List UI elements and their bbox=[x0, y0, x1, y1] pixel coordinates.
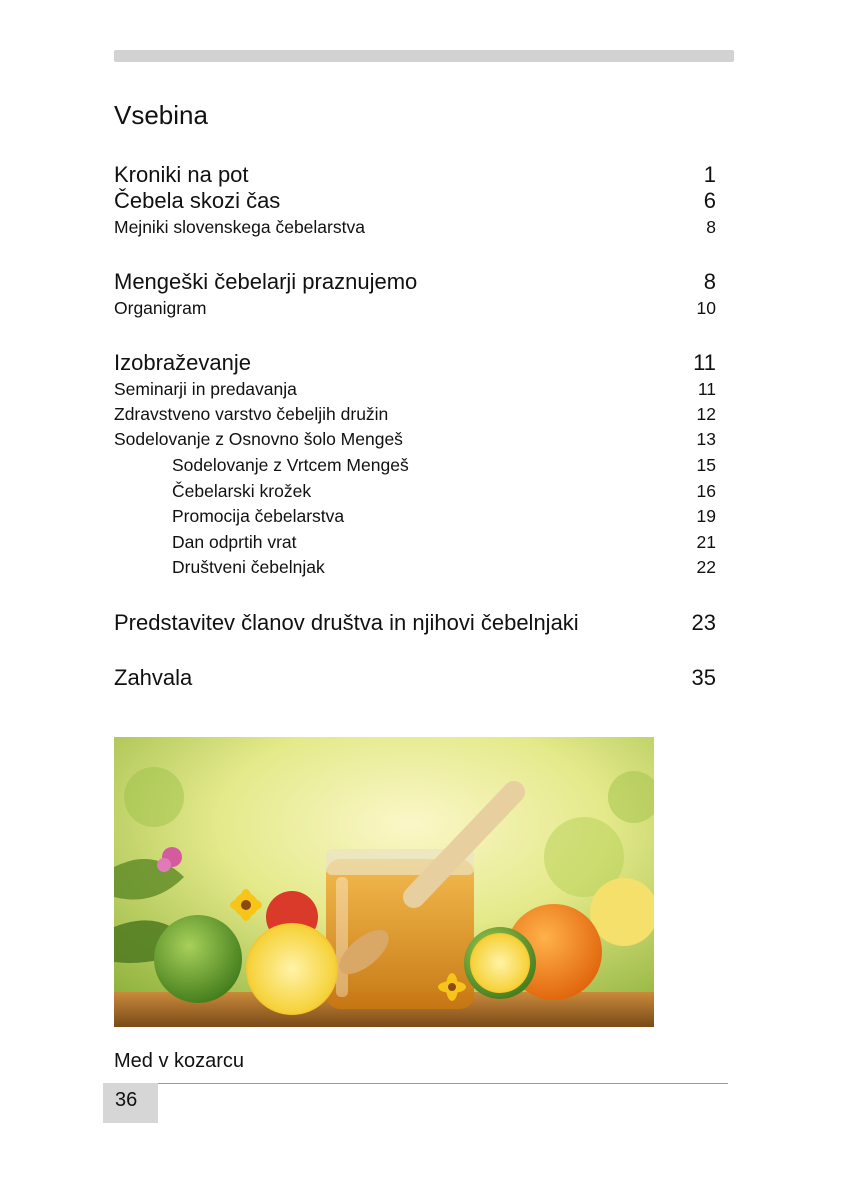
toc-entry-label: Organigram bbox=[114, 298, 207, 318]
toc-entry-page: 19 bbox=[696, 506, 716, 526]
toc-entry bbox=[172, 481, 716, 502]
toc-entry-label: Kroniki na pot bbox=[114, 162, 249, 187]
toc-entry-label: Mengeški čebelarji praznujemo bbox=[114, 269, 418, 294]
toc-entry-page: 11 bbox=[693, 350, 716, 375]
photo-caption: Med v kozarcu bbox=[114, 1050, 245, 1072]
toc-entry-label: Zdravstveno varstvo čebeljih družin bbox=[114, 404, 389, 424]
toc-entry-page: 11 bbox=[697, 379, 716, 399]
toc-entry bbox=[114, 350, 716, 376]
toc-entry-page: 13 bbox=[696, 429, 716, 449]
toc-entry-label: Predstavitev članov društva in njihovi čebelnjaki bbox=[114, 610, 579, 635]
toc-entry-page: 1 bbox=[703, 162, 716, 187]
toc-entry bbox=[172, 506, 716, 527]
toc-entry-label: Sodelovanje z Vrtcem Mengeš bbox=[172, 455, 409, 475]
page-title: Vsebina bbox=[114, 100, 208, 130]
toc-entry-label: Društveni čebelnjak bbox=[172, 557, 325, 577]
toc-entry bbox=[114, 269, 716, 295]
footer-rule bbox=[114, 1083, 728, 1084]
page-number: 36 bbox=[115, 1089, 138, 1111]
toc-entry-page: 12 bbox=[696, 404, 716, 424]
toc-entry bbox=[114, 298, 716, 319]
toc-entry-page: 8 bbox=[703, 269, 716, 294]
toc-entry bbox=[172, 532, 716, 553]
toc-entry bbox=[114, 404, 716, 425]
toc-entry bbox=[114, 188, 716, 214]
toc-entry-label: Promocija čebelarstva bbox=[172, 506, 345, 526]
header-bar bbox=[114, 50, 734, 62]
toc-entry bbox=[114, 162, 716, 188]
toc-entry bbox=[114, 429, 716, 450]
toc-entry-page: 16 bbox=[696, 481, 716, 501]
toc-entry-page: 8 bbox=[706, 217, 716, 237]
toc-entry-page: 22 bbox=[696, 557, 716, 577]
toc-entry bbox=[114, 217, 716, 238]
toc-entry-label: Izobraževanje bbox=[114, 350, 251, 375]
toc-entry bbox=[114, 665, 716, 691]
toc-entry-label: Sodelovanje z Osnovno šolo Mengeš bbox=[114, 429, 403, 449]
toc-entry-page: 21 bbox=[696, 532, 716, 552]
toc-entry-page: 23 bbox=[691, 610, 716, 635]
toc-entry-page: 10 bbox=[696, 298, 716, 318]
toc-entry-page: 35 bbox=[691, 665, 716, 690]
toc-entry-label: Seminarji in predavanja bbox=[114, 379, 297, 399]
toc-entry-label: Čebelarski krožek bbox=[172, 481, 312, 501]
toc-entry-label: Zahvala bbox=[114, 665, 193, 690]
toc-entry bbox=[172, 557, 716, 578]
toc-entry-page: 15 bbox=[696, 455, 716, 475]
toc-entry-page: 6 bbox=[703, 188, 716, 213]
toc-entry bbox=[114, 610, 716, 636]
toc-entry-label: Mejniki slovenskega čebelarstva bbox=[114, 217, 365, 237]
toc-entry bbox=[172, 455, 716, 476]
toc-entry-label: Čebela skozi čas bbox=[114, 188, 281, 213]
honey-jar-photo bbox=[114, 737, 654, 1027]
toc-entry bbox=[114, 379, 716, 400]
toc-entry-label: Dan odprtih vrat bbox=[172, 532, 297, 552]
